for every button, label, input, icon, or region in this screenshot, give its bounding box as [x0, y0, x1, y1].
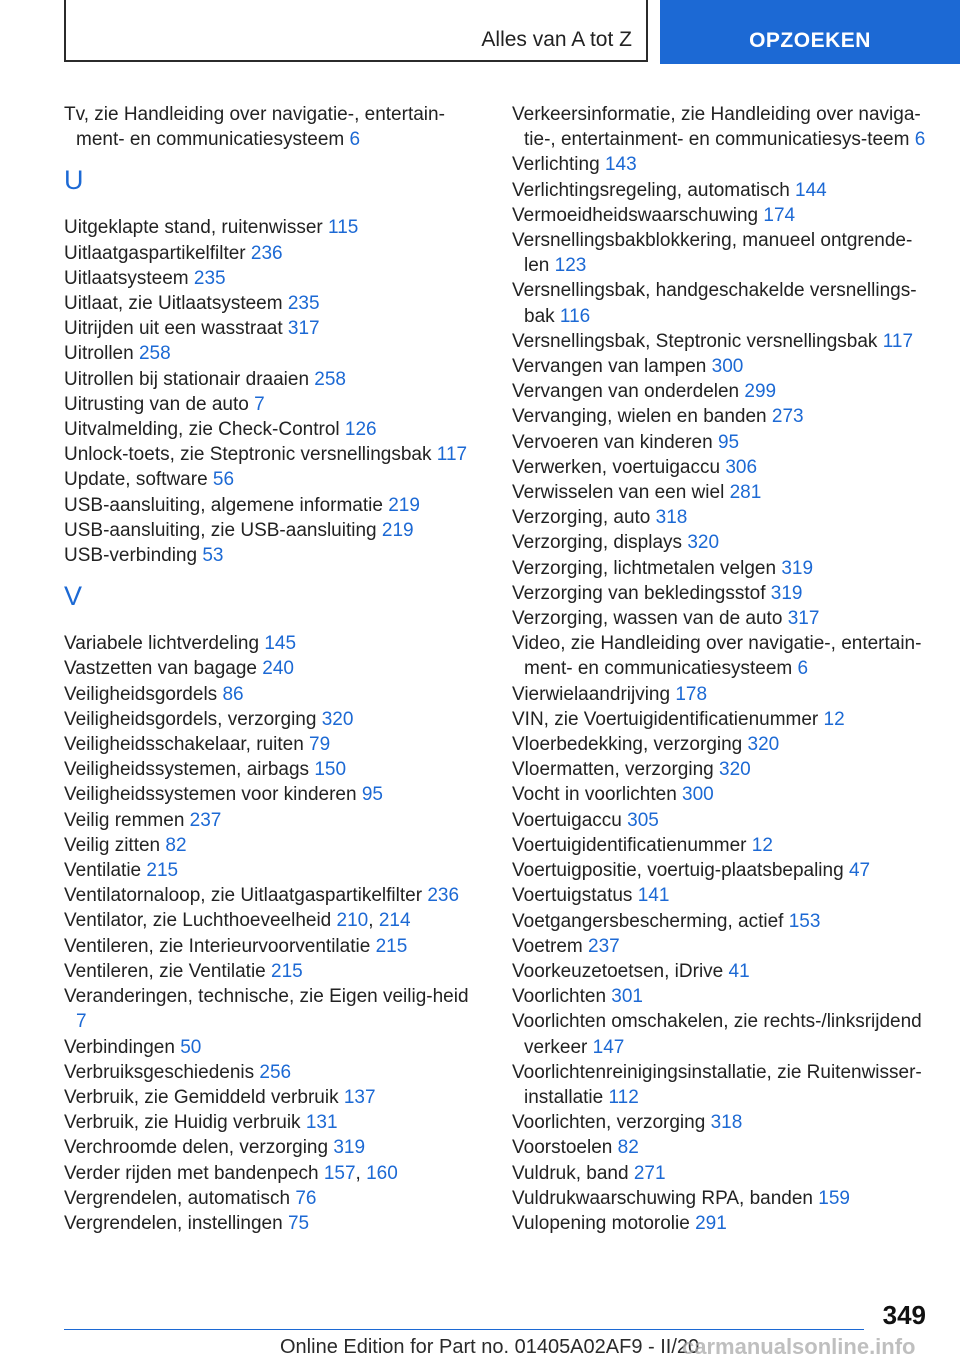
- index-entry-term: Variabele lichtverdeling: [64, 633, 260, 655]
- index-entry: [512, 1009, 932, 1059]
- index-entry-term: USB-verbinding: [64, 545, 198, 567]
- index-entry-term: Uitrijden uit een wasstraat: [64, 318, 283, 340]
- index-entry: [64, 808, 484, 833]
- index-entry: [64, 833, 484, 858]
- page-reference-link[interactable]: 41: [728, 960, 750, 982]
- index-entry: [64, 707, 484, 732]
- index-entry: [512, 757, 932, 782]
- index-entry: Verder rijden met bandenpech 157, 160: [64, 1162, 398, 1184]
- index-entry: [64, 1211, 484, 1236]
- index-entry-term: Versnellingsbakblokkering, manueel ontgrende-len: [512, 230, 913, 277]
- index-letter-heading: V: [64, 581, 83, 612]
- page-reference-link[interactable]: 115: [328, 217, 359, 239]
- page-reference-link[interactable]: 235: [287, 293, 320, 315]
- page-reference-link[interactable]: 76: [295, 1187, 317, 1209]
- index-entry: [512, 278, 932, 328]
- page-reference-link[interactable]: 320: [687, 532, 720, 554]
- index-entry: Ventilator, zie Luchthoeveelheid 210, 214: [64, 910, 411, 932]
- index-entry: [64, 518, 484, 543]
- index-entry: [512, 556, 932, 581]
- page-reference-link[interactable]: 273: [771, 406, 804, 428]
- page-reference-link[interactable]: 219: [381, 519, 414, 541]
- index-entry-term: Vermoeidheidswaarschuwing: [512, 204, 759, 226]
- page-reference-link[interactable]: 236: [250, 242, 283, 264]
- index-entry: [512, 984, 932, 1009]
- index-entry-term: Voertuigaccu: [512, 809, 622, 831]
- page-reference-link[interactable]: 95: [717, 431, 740, 453]
- page-reference-link[interactable]: 240: [262, 658, 294, 680]
- page-reference-link[interactable]: 318: [655, 507, 688, 529]
- index-entry-term: Voertuigpositie, voertuig-plaatsbepaling: [512, 860, 844, 882]
- footer-edition-text: Online Edition for Part no. 01405A02AF9 - II/20: [280, 1336, 700, 1358]
- index-entry-term: Voorlichtenreinigingsinstallatie, zie Ruitenwisser-installatie: [512, 1061, 922, 1108]
- index-entry-term: Vuldrukwaarschuwing RPA, banden: [512, 1187, 814, 1209]
- index-entry-term: Uitrollen bij stationair draaien: [64, 368, 310, 390]
- index-entry-term: Voorlichten, verzorging: [512, 1112, 706, 1134]
- index-entry-term: Verbruiksgeschiedenis: [64, 1061, 255, 1083]
- page-reference-link[interactable]: 300: [682, 784, 714, 806]
- index-entry-term: Vervangen van onderdelen: [512, 381, 740, 403]
- index-entry-term: Verchroomde delen, verzorging: [64, 1137, 329, 1159]
- page-reference-link[interactable]: 6: [349, 129, 361, 151]
- index-entry: [64, 102, 484, 152]
- page-reference-link[interactable]: 6: [914, 129, 926, 151]
- page-reference-link[interactable]: 174: [763, 204, 796, 226]
- index-entry: [64, 732, 484, 757]
- page-reference-link[interactable]: 56: [212, 469, 235, 491]
- index-column-left: [64, 102, 484, 1236]
- index-entry-term: Veiligheidsgordels: [64, 683, 218, 705]
- page-reference-link[interactable]: 123: [554, 255, 587, 277]
- index-entry-term: USB-aansluiting, algemene informatie: [64, 494, 383, 516]
- index-entry: [512, 858, 932, 883]
- index-entry: [64, 1060, 484, 1085]
- index-entry: [64, 241, 484, 266]
- index-entry-term: Uitgeklapte stand, ruitenwisser: [64, 217, 323, 239]
- index-entry-term: Vergrendelen, automatisch: [64, 1187, 291, 1209]
- index-entry: [64, 1186, 484, 1211]
- index-entry: [512, 934, 932, 959]
- index-entry-term: Update, software: [64, 469, 208, 491]
- index-entry: [512, 530, 932, 555]
- index-entry-term: Voetgangersbescherming, actief: [512, 910, 784, 932]
- page-reference-link[interactable]: 153: [788, 910, 821, 932]
- index-entry: [512, 329, 932, 354]
- index-entry: [512, 1110, 932, 1135]
- index-entry-term: Voorstoelen: [512, 1137, 613, 1159]
- page-reference-link[interactable]: 236: [427, 885, 460, 907]
- index-entry-term: Vloerbedekking, verzorging: [512, 734, 743, 756]
- index-entry-term: Veiligheidsschakelaar, ruiten: [64, 734, 304, 756]
- index-entry: [512, 228, 932, 278]
- index-entry-term: Voorkeuzetoetsen, iDrive: [512, 960, 724, 982]
- index-entry: [512, 1186, 932, 1211]
- section-tab-alles-van-a-tot-z[interactable]: [64, 0, 648, 62]
- page-header: [64, 0, 960, 64]
- index-entry: [512, 354, 932, 379]
- index-entry-term: Vastzetten van bagage: [64, 658, 257, 680]
- index-entry: [512, 959, 932, 984]
- page-reference-link[interactable]: 95: [361, 784, 383, 806]
- watermark-text: carmanualsonline.info: [682, 1334, 916, 1359]
- page-reference-link[interactable]: 12: [823, 708, 845, 730]
- page-reference-link[interactable]: 320: [747, 734, 780, 756]
- search-tab-opzoeken[interactable]: [660, 0, 960, 64]
- index-entry: [512, 707, 932, 732]
- index-entry: [64, 984, 484, 1034]
- index-entry-term: Veiligheidssystemen, airbags: [64, 759, 310, 781]
- index-entry-term: Uitrusting van de auto: [64, 393, 249, 415]
- index-entry: [512, 581, 932, 606]
- page-reference-link[interactable]: 306: [725, 456, 758, 478]
- index-entry-term: Voertuigidentificatienummer: [512, 834, 747, 856]
- page-reference-link[interactable]: 145: [264, 633, 297, 655]
- page-number: 349: [882, 1300, 926, 1330]
- page-reference-link[interactable]: 214: [378, 910, 411, 932]
- page-reference-link[interactable]: 53: [202, 545, 224, 567]
- index-entry-term: Vloermatten, verzorging: [512, 759, 714, 781]
- index-entry: [64, 1135, 484, 1160]
- index-entry-term: Veranderingen, technische, zie Eigen veilig-heid: [64, 986, 469, 1008]
- page-reference-link[interactable]: 7: [76, 1011, 87, 1033]
- index-entry-term: Voorlichten: [512, 986, 607, 1008]
- index-entry-term: Video, zie Handleiding over navigatie-, entertain-ment- en communicatiesysteem: [512, 633, 922, 680]
- index-entry: [512, 505, 932, 530]
- index-entry-term: Verbruik, zie Gemiddeld verbruik: [64, 1086, 339, 1108]
- index-entry-term: Verlichtingsregeling, automatisch: [512, 179, 790, 201]
- page-reference-link[interactable]: 318: [710, 1112, 743, 1134]
- page-reference-link[interactable]: 319: [333, 1137, 366, 1159]
- page-reference-link[interactable]: 319: [770, 582, 803, 604]
- index-entry-term: USB-aansluiting, zie USB-aansluiting: [64, 519, 377, 541]
- footer-divider: [64, 1329, 864, 1330]
- index-entry-term: Verbruik, zie Huidig verbruik: [64, 1112, 301, 1134]
- page-reference-link[interactable]: 150: [314, 759, 347, 781]
- index-entry-term: Vervanging, wielen en banden: [512, 406, 767, 428]
- page-reference-link[interactable]: 159: [818, 1187, 850, 1209]
- page-reference-link[interactable]: 319: [781, 557, 814, 579]
- index-entry: [512, 404, 932, 429]
- page-reference-link[interactable]: 299: [744, 381, 777, 403]
- index-entry: [64, 959, 484, 984]
- page-reference-link[interactable]: 47: [848, 860, 871, 882]
- index-entry: [512, 606, 932, 631]
- index-entry: [64, 543, 484, 568]
- page-reference-link[interactable]: 82: [617, 1137, 639, 1159]
- page-reference-link[interactable]: 112: [608, 1086, 639, 1108]
- index-entry: [512, 203, 932, 228]
- page-reference-link[interactable]: 178: [675, 683, 708, 705]
- index-entry: [512, 152, 932, 177]
- index-entry: [64, 493, 484, 518]
- index-entry-term: Uitlaat, zie Uitlaatsysteem: [64, 293, 283, 315]
- page-reference-link[interactable]: 160: [366, 1162, 398, 1184]
- page-reference-link[interactable]: 235: [193, 267, 226, 289]
- page-reference-link[interactable]: 291: [695, 1212, 727, 1234]
- index-entry: [64, 1110, 484, 1135]
- index-entry-term: Vocht in voorlichten: [512, 784, 677, 806]
- page-reference-link[interactable]: 50: [180, 1036, 202, 1058]
- index-entry-term: Versnellingsbak, handgeschakelde versnellings-bak: [512, 280, 917, 327]
- index-entry-term: Ventilatie: [64, 860, 142, 882]
- index-entry-term: Voertuigstatus: [512, 885, 633, 907]
- index-entry-term: Versnellingsbak, Steptronic versnellingsbak: [512, 330, 878, 352]
- page-reference-link[interactable]: 271: [633, 1162, 666, 1184]
- index-entry: [512, 430, 932, 455]
- index-entry: [512, 1211, 932, 1236]
- index-entry-term: Verlichting: [512, 154, 600, 176]
- index-entry: [64, 1085, 484, 1110]
- page-reference-link[interactable]: 147: [592, 1036, 625, 1058]
- index-letter-heading: U: [64, 165, 84, 196]
- page-reference-link[interactable]: 157: [323, 1162, 356, 1184]
- index-entry: [512, 1161, 932, 1186]
- index-entry: [64, 631, 484, 656]
- page-reference-link[interactable]: 219: [388, 494, 420, 516]
- page-reference-link[interactable]: 237: [189, 809, 222, 831]
- page-reference-link[interactable]: 141: [637, 885, 670, 907]
- index-column-right: [512, 102, 932, 1236]
- page-reference-link[interactable]: 82: [165, 834, 187, 856]
- index-entry-term: Verwerken, voertuigaccu: [512, 456, 721, 478]
- page-reference-link[interactable]: 131: [305, 1112, 338, 1134]
- index-entry: [64, 291, 484, 316]
- index-entry-term: Unlock-toets, zie Steptronic versnellingsbak: [64, 444, 432, 466]
- page-reference-link[interactable]: 215: [271, 960, 303, 982]
- index-entry: [64, 367, 484, 392]
- index-entry-term: Vergrendelen, instellingen: [64, 1212, 283, 1234]
- index-entry-term: Vierwielaandrijving: [512, 683, 671, 705]
- index-entry: [512, 682, 932, 707]
- page-reference-link[interactable]: 210: [336, 910, 369, 932]
- index-entry: [64, 757, 484, 782]
- index-entry-term: Uitrollen: [64, 343, 134, 365]
- page-reference-link[interactable]: 317: [787, 608, 820, 630]
- index-entry-term: Voorlichten omschakelen, zie rechts-/linksrijdend verkeer: [512, 1011, 922, 1058]
- index-entry-term: Ventilator, zie Luchthoeveelheid: [64, 910, 332, 932]
- index-entry-term: Veiligheidsgordels, verzorging: [64, 708, 317, 730]
- page-reference-link[interactable]: 256: [259, 1061, 292, 1083]
- index-entry-term: Voetrem: [512, 935, 583, 957]
- index-entry: [64, 392, 484, 417]
- index-entry: [512, 379, 932, 404]
- index-entry-term: Ventileren, zie Ventilatie: [64, 960, 266, 982]
- index-entry: [512, 1060, 932, 1110]
- page-reference-link[interactable]: 300: [711, 356, 744, 378]
- index-entry-term: Ventileren, zie Interieurvoorventilatie: [64, 935, 371, 957]
- index-entry: [512, 732, 932, 757]
- index-entry: [64, 883, 484, 908]
- index-entry-term: Vervangen van lampen: [512, 356, 707, 378]
- page-reference-link[interactable]: 7: [254, 393, 265, 415]
- index-entry-term: Veilig zitten: [64, 834, 161, 856]
- index-entry: [512, 631, 932, 681]
- index-entry: [64, 215, 484, 240]
- index-entry: [64, 858, 484, 883]
- page-reference-link[interactable]: 215: [375, 935, 408, 957]
- index-entry: [64, 782, 484, 807]
- index-entry-term: Vuldruk, band: [512, 1162, 629, 1184]
- index-entry-term: Uitvalmelding, zie Check-Control: [64, 419, 340, 441]
- page-reference-link[interactable]: 237: [588, 935, 620, 957]
- page-reference-link[interactable]: 258: [138, 343, 171, 365]
- index-entry-term: Uitlaatsysteem: [64, 267, 189, 289]
- index-entry: [64, 266, 484, 291]
- search-tab-label: OPZOEKEN: [749, 29, 871, 52]
- index-entry-term: Tv, zie Handleiding over navigatie-, entertain-ment- en communicatiesysteem: [64, 104, 445, 151]
- index-entry: [64, 934, 484, 959]
- index-entry: [512, 808, 932, 833]
- page-reference-link[interactable]: 75: [287, 1212, 310, 1234]
- index-entry-term: Verzorging, lichtmetalen velgen: [512, 557, 777, 579]
- index-entry: [64, 341, 484, 366]
- page-reference-link[interactable]: 12: [751, 834, 773, 856]
- index-entry-term: Verzorging, wassen van de auto: [512, 608, 783, 630]
- page-reference-link[interactable]: 320: [719, 759, 751, 781]
- page-reference-link[interactable]: 143: [604, 154, 637, 176]
- page-reference-link[interactable]: 137: [343, 1086, 376, 1108]
- index-entry: [512, 909, 932, 934]
- page-reference-link[interactable]: 281: [729, 482, 762, 504]
- index-entry: [512, 455, 932, 480]
- index-entry: [512, 1135, 932, 1160]
- index-entry: [64, 682, 484, 707]
- index-entry: [64, 467, 484, 492]
- index-entry: [512, 178, 932, 203]
- index-entry-term: VIN, zie Voertuigidentificatienummer: [512, 708, 819, 730]
- page-reference-link[interactable]: 117: [882, 330, 914, 352]
- index-entry: [512, 883, 932, 908]
- page-reference-link[interactable]: 117: [436, 444, 468, 466]
- index-entry: [512, 102, 932, 152]
- index-entry-term: Uitlaatgaspartikelfilter: [64, 242, 246, 264]
- page-reference-link[interactable]: 116: [559, 305, 591, 327]
- page-reference-link[interactable]: 86: [222, 683, 244, 705]
- page-reference-link[interactable]: 320: [321, 708, 354, 730]
- page-reference-link[interactable]: 301: [611, 986, 643, 1008]
- index-entry-term: Verkeersinformatie, zie Handleiding over naviga-tie-, entertainment- en communicatiesys-teem: [512, 104, 921, 151]
- page-reference-link[interactable]: 79: [309, 734, 331, 756]
- index-entry: [64, 1035, 484, 1060]
- page-reference-link[interactable]: 6: [797, 658, 809, 680]
- index-entry-term: Verbindingen: [64, 1036, 175, 1058]
- index-entry-term: Verder rijden met bandenpech: [64, 1162, 319, 1184]
- index-entry: [512, 480, 932, 505]
- index-entry-term: Verzorging van bekledingsstof: [512, 582, 766, 604]
- page-reference-link[interactable]: 144: [795, 179, 827, 201]
- index-entry: [64, 656, 484, 681]
- index-entry-term: Veilig remmen: [64, 809, 185, 831]
- index-entry-term: Verzorging, auto: [512, 507, 651, 529]
- page-reference-link[interactable]: 215: [146, 860, 179, 882]
- index-entry: [64, 417, 484, 442]
- index-entry-term: Verzorging, displays: [512, 532, 683, 554]
- index-entry: [512, 833, 932, 858]
- page-reference-link[interactable]: 317: [287, 318, 320, 340]
- page-reference-link[interactable]: 126: [344, 419, 377, 441]
- page-reference-link[interactable]: 305: [627, 809, 659, 831]
- index-entry-term: Veiligheidssystemen voor kinderen: [64, 784, 357, 806]
- index-entry-term: Ventilatornaloop, zie Uitlaatgaspartikelfilter: [64, 885, 423, 907]
- index-entry: [512, 782, 932, 807]
- index-entry-term: Vervoeren van kinderen: [512, 431, 713, 453]
- index-entry-term: Vulopening motorolie: [512, 1212, 690, 1234]
- section-tab-label: Alles van A tot Z: [481, 28, 632, 51]
- page-reference-link[interactable]: 258: [314, 368, 346, 390]
- index-entry-term: Verwisselen van een wiel: [512, 482, 725, 504]
- index-entry: [64, 442, 484, 467]
- index-entry: [64, 316, 484, 341]
